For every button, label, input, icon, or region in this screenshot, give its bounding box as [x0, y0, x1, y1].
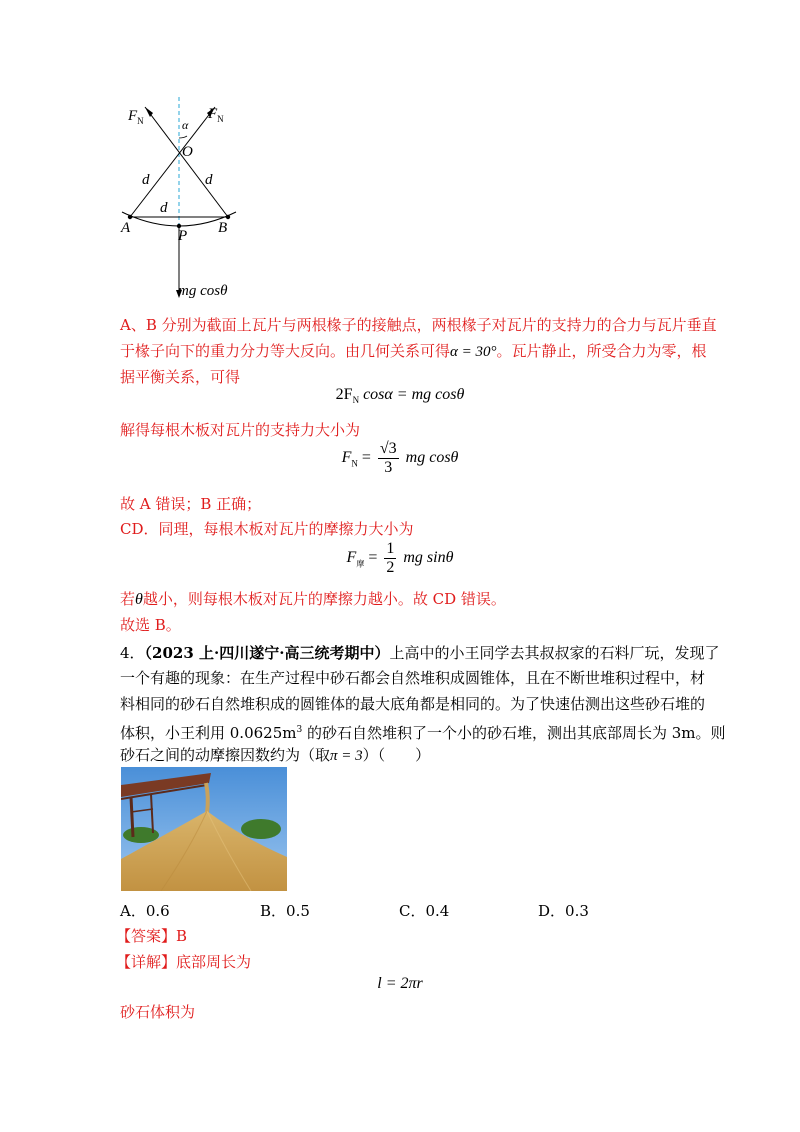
force-diagram — [110, 92, 270, 307]
label-d-right: d — [205, 172, 213, 188]
question-line-3: 料相同的砂石自然堆积成的圆锥体的最大底角都是相同的。为了快速估测出这些砂石堆的 — [120, 695, 706, 713]
label-force: mg cosθ — [178, 283, 228, 299]
explain-line-2: 于椽子向下的重力分力等大反向。由几何关系可得α = 30°。瓦片静止，所受合力为零，根 — [120, 342, 707, 360]
sand-pile-illustration — [121, 767, 287, 891]
equation-1: $2F_N$ cosα = mg cosθ — [335, 386, 465, 406]
sand-pile-photo — [121, 767, 287, 891]
label-o: O — [182, 144, 193, 160]
volume-line: 砂石体积为 — [120, 1003, 196, 1021]
option-a: A．0.6 — [120, 902, 170, 920]
question-line-5: 砂石之间的动摩擦因数约为（取π = 3）（ ） — [120, 746, 431, 764]
point-b — [226, 215, 230, 219]
option-b: B．0.5 — [260, 902, 310, 920]
alpha-arc — [179, 136, 187, 138]
label-p: P — [178, 228, 188, 244]
label-fn-left: $F_N$ — [128, 108, 144, 126]
explain-line-4: 解得每根木板对瓦片的支持力大小为 — [120, 421, 361, 439]
equation-3: $F_摩$ = $\frac{1}{2}$ mg sinθ — [346, 540, 454, 576]
label-b: B — [218, 220, 228, 236]
explain-line-7: 若θ越小，则每根木板对瓦片的摩擦力越小。故 CD 错误。 — [120, 590, 506, 608]
label-alpha: α — [182, 118, 189, 132]
question-line-2: 一个有趣的现象：在生产过程中砂石都会自然堆积成圆锥体，且在不断世堆积过程中，材 — [120, 669, 706, 687]
point-a — [128, 215, 132, 219]
label-fn-right: $F_N$ — [208, 106, 224, 124]
label-d-bottom: d — [160, 200, 168, 216]
question-line-4: 体积，小王利用 $0.0625m^3$ 的砂石自然堆积了一个小的砂石堆，测出其底部周长为 3m。则 — [120, 724, 726, 742]
explain-line-6: CD．同理，每根木板对瓦片的摩擦力大小为 — [120, 520, 414, 538]
explain-line-8: 故选 B。 — [120, 616, 181, 634]
explain-line-3: 据平衡关系，可得 — [120, 368, 241, 386]
equation-perimeter: l = 2πr — [377, 975, 423, 992]
label-a: A — [121, 220, 131, 236]
question-line-1: 4．（2023 上·四川遂宁·高三统考期中）上高中的小王同学去其叔叔家的石料厂玩，发现了 — [120, 644, 720, 662]
detail-line: 【详解】底部周长为 — [116, 953, 252, 971]
answer-line: 【答案】B — [116, 927, 188, 945]
option-c: C．0.4 — [399, 902, 450, 920]
label-d-left: d — [142, 172, 150, 188]
equation-2: $F_N$ = $\frac{√3}{3}$ mg cosθ — [341, 440, 459, 476]
explain-line-1: A、B 分别为截面上瓦片与两根椽子的接触点，两根椽子对瓦片的支持力的合力与瓦片垂直 — [120, 316, 717, 334]
explain-line-5: 故 A 错误；B 正确； — [120, 495, 262, 513]
option-d: D．0.3 — [538, 902, 589, 920]
